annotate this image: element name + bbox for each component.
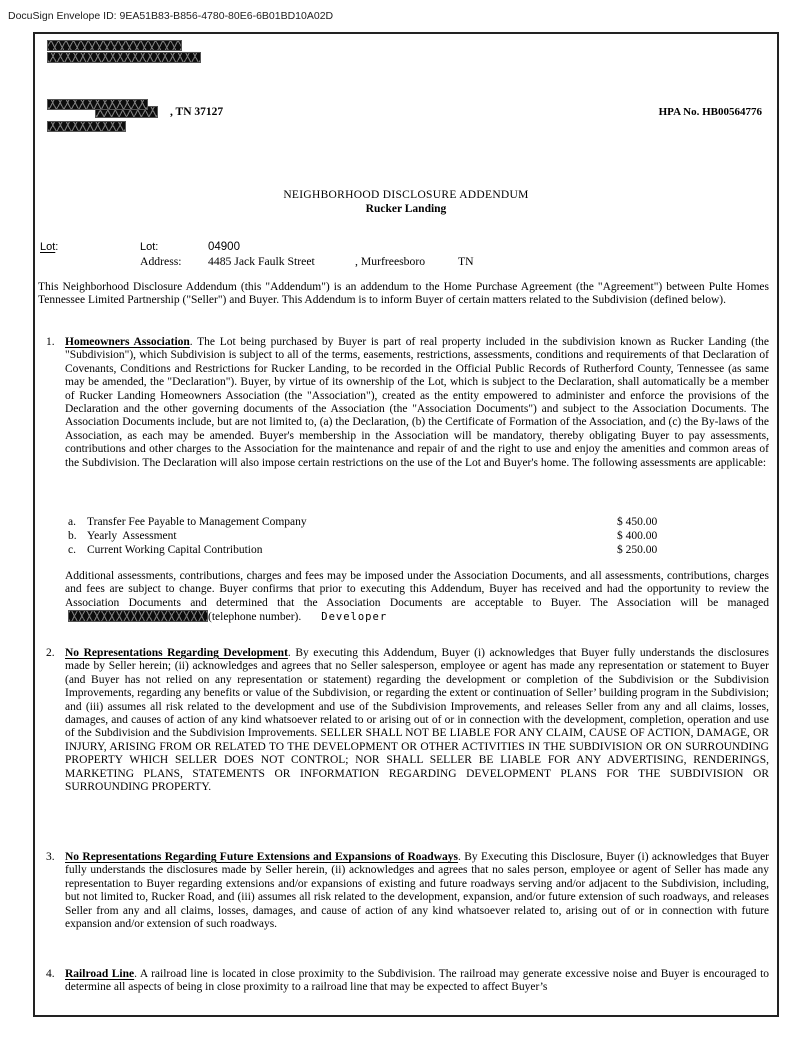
lot-row-label: Lot:	[40, 241, 59, 253]
assessment-amount: $ 450.00	[617, 516, 658, 528]
developer-form-fill: Developer	[321, 611, 388, 624]
assessments-list	[68, 516, 769, 558]
address-row	[40, 255, 769, 270]
lot-row	[40, 240, 769, 255]
assessment-label: Transfer Fee Payable to Management Company	[87, 516, 307, 528]
document-subtitle: Rucker Landing	[365, 203, 447, 215]
assessment-letter: b.	[68, 529, 77, 542]
section-body: . A railroad line is located in close proximity to the Subdivision. The railroad may generate excessive noise and Buyer is encouraged to determine all aspects of being in close proximity to a railroad line that may be expected to affect Buyer’s	[65, 968, 770, 994]
section-body: . The Lot being purchased by Buyer is part of real property included in the subdivision known as Rucker Landing (the "Subdivision"), which Subdivision is subject to all of the terms, easements, restrictions, assessments, conditions and requirements of that Declaration of Covenants, Conditions and Restrictions for Rucker Landing, to be recorded in the Official Public Records of Rutherford County, Tennessee (as same may be amended, the "Declaration"). Buyer, by virtue of its ownership of the Lot, which is subject to the Declaration, shall automatically be a member of Rucker Landing Homeowners Association (the "Association"), created as the entity empowered to administer and enforce the provisions of the Declaration and the other governing documents of the Association (the "Association Documents") and subject to the Association Documents. The Association Documents include, but are not limited to, (a) the Declaration, (b) the Certificate of Formation of the Association, and (c) the By-laws of the Association, as each may be amended. Buyer's membership in the Association will be mandatory, thereby obligating Buyer to pay assessments, contributions and other charges to the Association for the maintenance and repair of and the right to use and enjoy the amenities and common areas of the Subdivision. The Declaration will also impose certain restrictions on the use of the Lot and Buyer's home. The following assessments are applicable:	[65, 336, 769, 469]
redaction-block-name	[47, 40, 182, 51]
section-number: 2.	[46, 647, 55, 659]
address-city: , Murfreesboro	[355, 254, 426, 268]
section-body: . By executing this Addendum, Buyer (i) acknowledges that Buyer fully understands the disclosures made by Seller herein; (ii) acknowledges and agrees that no Seller salesperson, employee or agent has made any representation or statement to Buyer (and Buyer has not relied on any representation or statement) regarding the development or completion of the Subdivision or the Subdivision Improvements, regarding any benefits or value of the Subdivision, or regarding the extent or continuation of Seller’ building program in the Subdivision; and (iii) assumes all risk related to the development and use of the Subdivision Improvements, and releases Seller from any and all claims, losses, damages, and causes of action of any kind whatsoever related to or arising out of or in connection with the development, completion, operation and use of the Subdivision and the Subdivision Improvements. SELLER SHALL NOT BE LIABLE FOR ANY CLAIM, CAUSE OF ACTION, DAMAGE, OR INJURY, ARISING FROM OR RELATED TO THE DEVELOPMENT OR OTHER ACTIVITIES IN THE SUBDIVISION OR ON SURROUNDING PROPERTY WHICH SELLER DOES NOT CONTROL; NOR SHALL SELLER BE LIABLE FOR ANY ADVERTISING, RENDERINGS, MARKETING PLANS, STATEMENTS OR INFORMATION REGARDING DEVELOPMENT PLANS FOR THE SUBDIVISION OR SURROUNDING PROPERTY.	[65, 647, 770, 794]
section-railroad-line	[38, 968, 769, 995]
section-no-representations-roadways	[38, 851, 769, 931]
city-state-text: , TN 37127	[170, 106, 224, 118]
address-street: 4485 Jack Faulk Street	[208, 254, 315, 268]
section-heading: No Representations Regarding Future Extensions and Expansions of Roadways	[65, 851, 458, 863]
section-heading: Homeowners Association	[65, 336, 190, 348]
hpa-number: HPA No. HB00564776	[658, 106, 762, 118]
section-heading: No Representations Regarding Development	[65, 647, 288, 659]
section-body: . By Executing this Disclosure, Buyer (i) acknowledges that Buyer fully understands the disclosures made by Seller herein, (ii) acknowledges and agrees that no sales person, employee or agent of Seller has made any representation to Buyer regarding extensions and/or expansions of existing and future roadways serving and/or adjacent to the Subdivision, including, but not limited to, Rucker Road, and (iii) assumes all risk related to the development, expansion, and/or future extension of such roadways, and releases Seller from any and all claims, losses, damages, and cause of action of any kind whatsoever related to, arising out of or in connection with future expansion and/or extension of such roadways.	[65, 851, 770, 931]
assessment-label: Yearly Assessment	[87, 529, 177, 542]
lot-field-label: Lot:	[140, 241, 159, 253]
section-number: 3.	[46, 851, 55, 863]
redaction-block-email	[47, 121, 126, 132]
section-homeowners-association	[38, 336, 769, 470]
section-number: 4.	[46, 968, 55, 980]
assessment-label: Current Working Capital Contribution	[87, 543, 263, 556]
section-no-representations-development	[38, 647, 769, 794]
assessment-row	[68, 516, 769, 530]
address-field-label: Address:	[140, 254, 182, 268]
lot-block	[40, 240, 769, 269]
redaction-block-street	[47, 52, 201, 63]
title-block	[35, 189, 777, 216]
assessment-row	[68, 530, 769, 544]
docusign-envelope-id: DocuSign Envelope ID: 9EA51B83-B856-4780-80E6-6B01BD10A02D	[8, 10, 334, 22]
lot-value: 04900	[208, 241, 240, 253]
redaction-block-phone	[47, 99, 148, 110]
address-value-group	[208, 255, 474, 270]
additional-assessments-paragraph	[65, 570, 769, 625]
document-page	[33, 32, 779, 1017]
assessment-amount: $ 400.00	[617, 529, 658, 542]
telephone-number-note: (telephone number).	[208, 611, 302, 624]
redaction-block-manager	[68, 610, 208, 622]
address-state: TN	[458, 254, 474, 268]
additional-text: Additional assessments, contributions, charges and fees may be imposed under the Association Documents, and all assessments, contributions, charges and fees are subject to change. Buyer confirms that prior to executing this Addendum, Buyer has received and had the opportunity to review the Association Documents and determined that the Association Documents are acceptable to Buyer. The Association will be managed	[65, 570, 769, 609]
intro-paragraph: This Neighborhood Disclosure Addendum (this "Addendum") is an addendum to the Home Purchase Agreement (the "Agreement") between Pulte Homes Tennessee Limited Partnership ("Seller") and Buyer. This Addendum is to inform Buyer of certain matters related to the Subdivision (defined below).	[38, 281, 769, 307]
assessment-amount: $ 250.00	[617, 543, 658, 556]
assessment-letter: c.	[68, 543, 76, 556]
section-heading: Railroad Line	[65, 968, 135, 980]
assessment-row	[68, 544, 769, 558]
section-number: 1.	[46, 336, 55, 348]
document-title: NEIGHBORHOOD DISCLOSURE ADDENDUM	[283, 189, 529, 201]
assessment-letter: a.	[68, 516, 76, 528]
